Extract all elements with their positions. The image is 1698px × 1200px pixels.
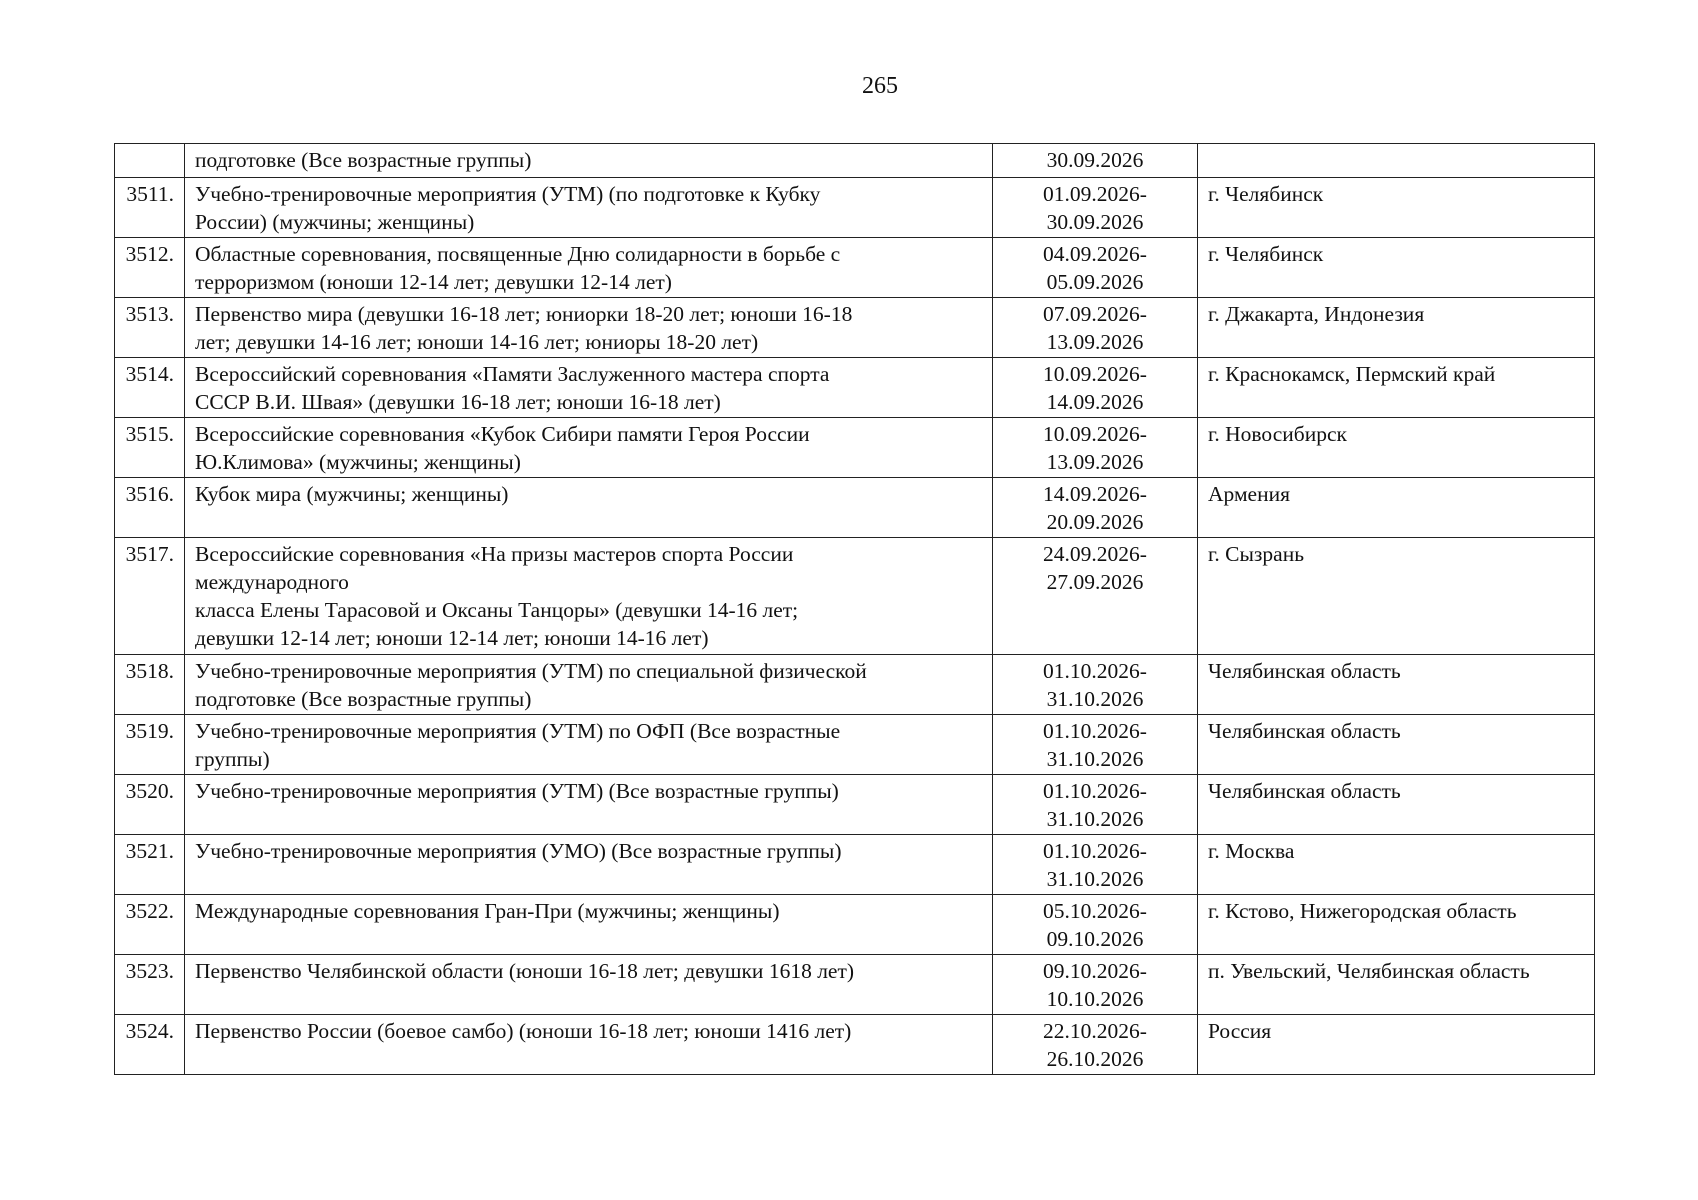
event-name-cell xyxy=(185,538,993,655)
table-row xyxy=(115,238,1595,298)
table-row xyxy=(115,298,1595,358)
event-name-line: Учебно-тренировочные мероприятия (УМО) (Все возрастные группы) xyxy=(195,839,842,863)
event-dates-cell xyxy=(993,538,1198,655)
event-place-cell: г. Новосибирск xyxy=(1198,418,1595,478)
table-row xyxy=(115,1015,1595,1075)
event-dates-cell xyxy=(993,238,1198,298)
event-name-line: Всероссийский соревнования «Памяти Заслуженного мастера спорта xyxy=(195,362,830,386)
event-name-line: СССР В.И. Швая» (девушки 16-18 лет; юноши 16-18 лет) xyxy=(195,390,721,414)
event-place-cell: г. Челябинск xyxy=(1198,238,1595,298)
event-date-line: 13.09.2026 xyxy=(1046,450,1144,474)
row-number: 3512. xyxy=(115,238,185,298)
event-name-line: Всероссийские соревнования «На призы мастеров спорта России xyxy=(195,542,794,566)
event-date-line: 07.09.2026- xyxy=(1043,302,1147,326)
table-row xyxy=(115,955,1595,1015)
event-name-line: Кубок мира (мужчины; женщины) xyxy=(195,482,509,506)
row-number: 3513. xyxy=(115,298,185,358)
event-dates-cell xyxy=(993,775,1198,835)
event-place-cell: г. Кстово, Нижегородская область xyxy=(1198,895,1595,955)
event-dates-cell xyxy=(993,1015,1198,1075)
event-date-line: 04.09.2026- xyxy=(1043,242,1147,266)
event-name-line: Учебно-тренировочные мероприятия (УТМ) по специальной физической xyxy=(195,659,867,683)
table-row xyxy=(115,715,1595,775)
event-name-cell xyxy=(185,418,993,478)
event-place-cell: г. Челябинск xyxy=(1198,178,1595,238)
event-name-line: Учебно-тренировочные мероприятия (УТМ) (Все возрастные группы) xyxy=(195,779,839,803)
event-date-line: 09.10.2026- xyxy=(1043,959,1147,983)
event-place-cell: Россия xyxy=(1198,1015,1595,1075)
event-name-line: Областные соревнования, посвященные Дню солидарности в борьбе с xyxy=(195,242,841,266)
event-name-line: России) (мужчины; женщины) xyxy=(195,210,475,234)
event-place-cell: Челябинская область xyxy=(1198,655,1595,715)
event-date-line: 05.09.2026 xyxy=(1046,270,1144,294)
event-name-cell xyxy=(185,835,993,895)
table-row xyxy=(115,478,1595,538)
event-name-cell xyxy=(185,358,993,418)
event-place-cell: г. Джакарта, Индонезия xyxy=(1198,298,1595,358)
event-name-cell xyxy=(185,955,993,1015)
row-number: 3518. xyxy=(115,655,185,715)
event-date-line: 01.10.2026- xyxy=(1043,839,1147,863)
event-date-line: 14.09.2026 xyxy=(1046,390,1144,414)
event-name-cell xyxy=(185,775,993,835)
table-row xyxy=(115,835,1595,895)
event-name-line: Учебно-тренировочные мероприятия (УТМ) (по подготовке к Кубку xyxy=(195,182,821,206)
page-number: 265 xyxy=(862,73,898,99)
table-row xyxy=(115,358,1595,418)
event-date-line: 01.10.2026- xyxy=(1043,779,1147,803)
event-name-cell xyxy=(185,144,993,178)
events-table-body xyxy=(115,144,1595,1075)
event-date-line: 05.10.2026- xyxy=(1043,899,1147,923)
table-row xyxy=(115,775,1595,835)
event-date-line: 10.09.2026- xyxy=(1043,362,1147,386)
row-number: 3523. xyxy=(115,955,185,1015)
event-date-line: 24.09.2026- xyxy=(1043,542,1147,566)
row-number: 3516. xyxy=(115,478,185,538)
event-date-line: 31.10.2026 xyxy=(1046,747,1144,771)
event-date-line: 01.10.2026- xyxy=(1043,719,1147,743)
event-name-cell xyxy=(185,655,993,715)
event-name-cell xyxy=(185,298,993,358)
event-name-line: Первенство России (боевое самбо) (юноши 16-18 лет; юноши 1416 лет) xyxy=(195,1019,852,1043)
table-row xyxy=(115,895,1595,955)
event-name-line: подготовке (Все возрастные группы) xyxy=(195,148,532,172)
event-dates-cell xyxy=(993,144,1198,178)
event-date-line: 01.10.2026- xyxy=(1043,659,1147,683)
event-name-line: международного xyxy=(195,570,349,594)
row-number: 3515. xyxy=(115,418,185,478)
event-place-cell: г. Сызрань xyxy=(1198,538,1595,655)
event-place-cell xyxy=(1198,144,1595,178)
event-name-cell xyxy=(185,238,993,298)
event-date-line: 31.10.2026 xyxy=(1046,807,1144,831)
event-name-line: терроризмом (юноши 12-14 лет; девушки 12-14 лет) xyxy=(195,270,672,294)
event-name-line: класса Елены Тарасовой и Оксаны Танцоры» (девушки 14-16 лет; xyxy=(195,598,799,622)
table-row xyxy=(115,144,1595,178)
row-number xyxy=(115,144,185,178)
table-row xyxy=(115,655,1595,715)
event-name-line: Учебно-тренировочные мероприятия (УТМ) по ОФП (Все возрастные xyxy=(195,719,841,743)
event-date-line: 30.09.2026 xyxy=(1046,210,1144,234)
event-date-line: 01.09.2026- xyxy=(1043,182,1147,206)
event-name-cell xyxy=(185,178,993,238)
event-name-line: Первенство Челябинской области (юноши 16-18 лет; девушки 1618 лет) xyxy=(195,959,855,983)
row-number: 3524. xyxy=(115,1015,185,1075)
event-name-line: Всероссийские соревнования «Кубок Сибири памяти Героя России xyxy=(195,422,810,446)
event-place-cell: Армения xyxy=(1198,478,1595,538)
event-place-cell: Челябинская область xyxy=(1198,775,1595,835)
event-place-cell: г. Краснокамск, Пермский край xyxy=(1198,358,1595,418)
event-name-line: Первенство мира (девушки 16-18 лет; юниорки 18-20 лет; юноши 16-18 xyxy=(195,302,853,326)
event-name-line: Международные соревнования Гран-При (мужчины; женщины) xyxy=(195,899,780,923)
event-date-line: 22.10.2026- xyxy=(1043,1019,1147,1043)
row-number: 3521. xyxy=(115,835,185,895)
event-place-cell: п. Увельский, Челябинская область xyxy=(1198,955,1595,1015)
row-number: 3514. xyxy=(115,358,185,418)
event-dates-cell xyxy=(993,835,1198,895)
event-dates-cell xyxy=(993,715,1198,775)
event-date-line: 31.10.2026 xyxy=(1046,867,1144,891)
event-dates-cell xyxy=(993,895,1198,955)
event-date-line: 09.10.2026 xyxy=(1046,927,1144,951)
table-row xyxy=(115,538,1595,655)
event-date-line: 31.10.2026 xyxy=(1046,687,1144,711)
events-table xyxy=(114,143,1595,1075)
event-name-cell xyxy=(185,478,993,538)
event-date-line: 27.09.2026 xyxy=(1046,570,1144,594)
event-dates-cell xyxy=(993,955,1198,1015)
table-row xyxy=(115,418,1595,478)
event-dates-cell xyxy=(993,418,1198,478)
event-date-line: 14.09.2026- xyxy=(1043,482,1147,506)
event-name-cell xyxy=(185,1015,993,1075)
event-name-line: группы) xyxy=(195,747,270,771)
event-dates-cell xyxy=(993,298,1198,358)
event-name-line: лет; девушки 14-16 лет; юноши 14-16 лет; юниоры 18-20 лет) xyxy=(195,330,759,354)
event-name-line: подготовке (Все возрастные группы) xyxy=(195,687,532,711)
event-date-line: 30.09.2026 xyxy=(1046,148,1144,172)
row-number: 3520. xyxy=(115,775,185,835)
event-date-line: 10.10.2026 xyxy=(1046,987,1144,1011)
event-dates-cell xyxy=(993,655,1198,715)
event-date-line: 13.09.2026 xyxy=(1046,330,1144,354)
event-name-line: Ю.Климова» (мужчины; женщины) xyxy=(195,450,521,474)
event-dates-cell xyxy=(993,178,1198,238)
row-number: 3511. xyxy=(115,178,185,238)
event-name-cell xyxy=(185,715,993,775)
event-name-cell xyxy=(185,895,993,955)
event-dates-cell xyxy=(993,358,1198,418)
table-row xyxy=(115,178,1595,238)
event-date-line: 20.09.2026 xyxy=(1046,510,1144,534)
row-number: 3517. xyxy=(115,538,185,655)
event-place-cell: г. Москва xyxy=(1198,835,1595,895)
row-number: 3522. xyxy=(115,895,185,955)
event-name-line: девушки 12-14 лет; юноши 12-14 лет; юноши 14-16 лет) xyxy=(195,626,709,650)
row-number: 3519. xyxy=(115,715,185,775)
event-date-line: 10.09.2026- xyxy=(1043,422,1147,446)
event-dates-cell xyxy=(993,478,1198,538)
event-place-cell: Челябинская область xyxy=(1198,715,1595,775)
event-date-line: 26.10.2026 xyxy=(1046,1047,1144,1071)
